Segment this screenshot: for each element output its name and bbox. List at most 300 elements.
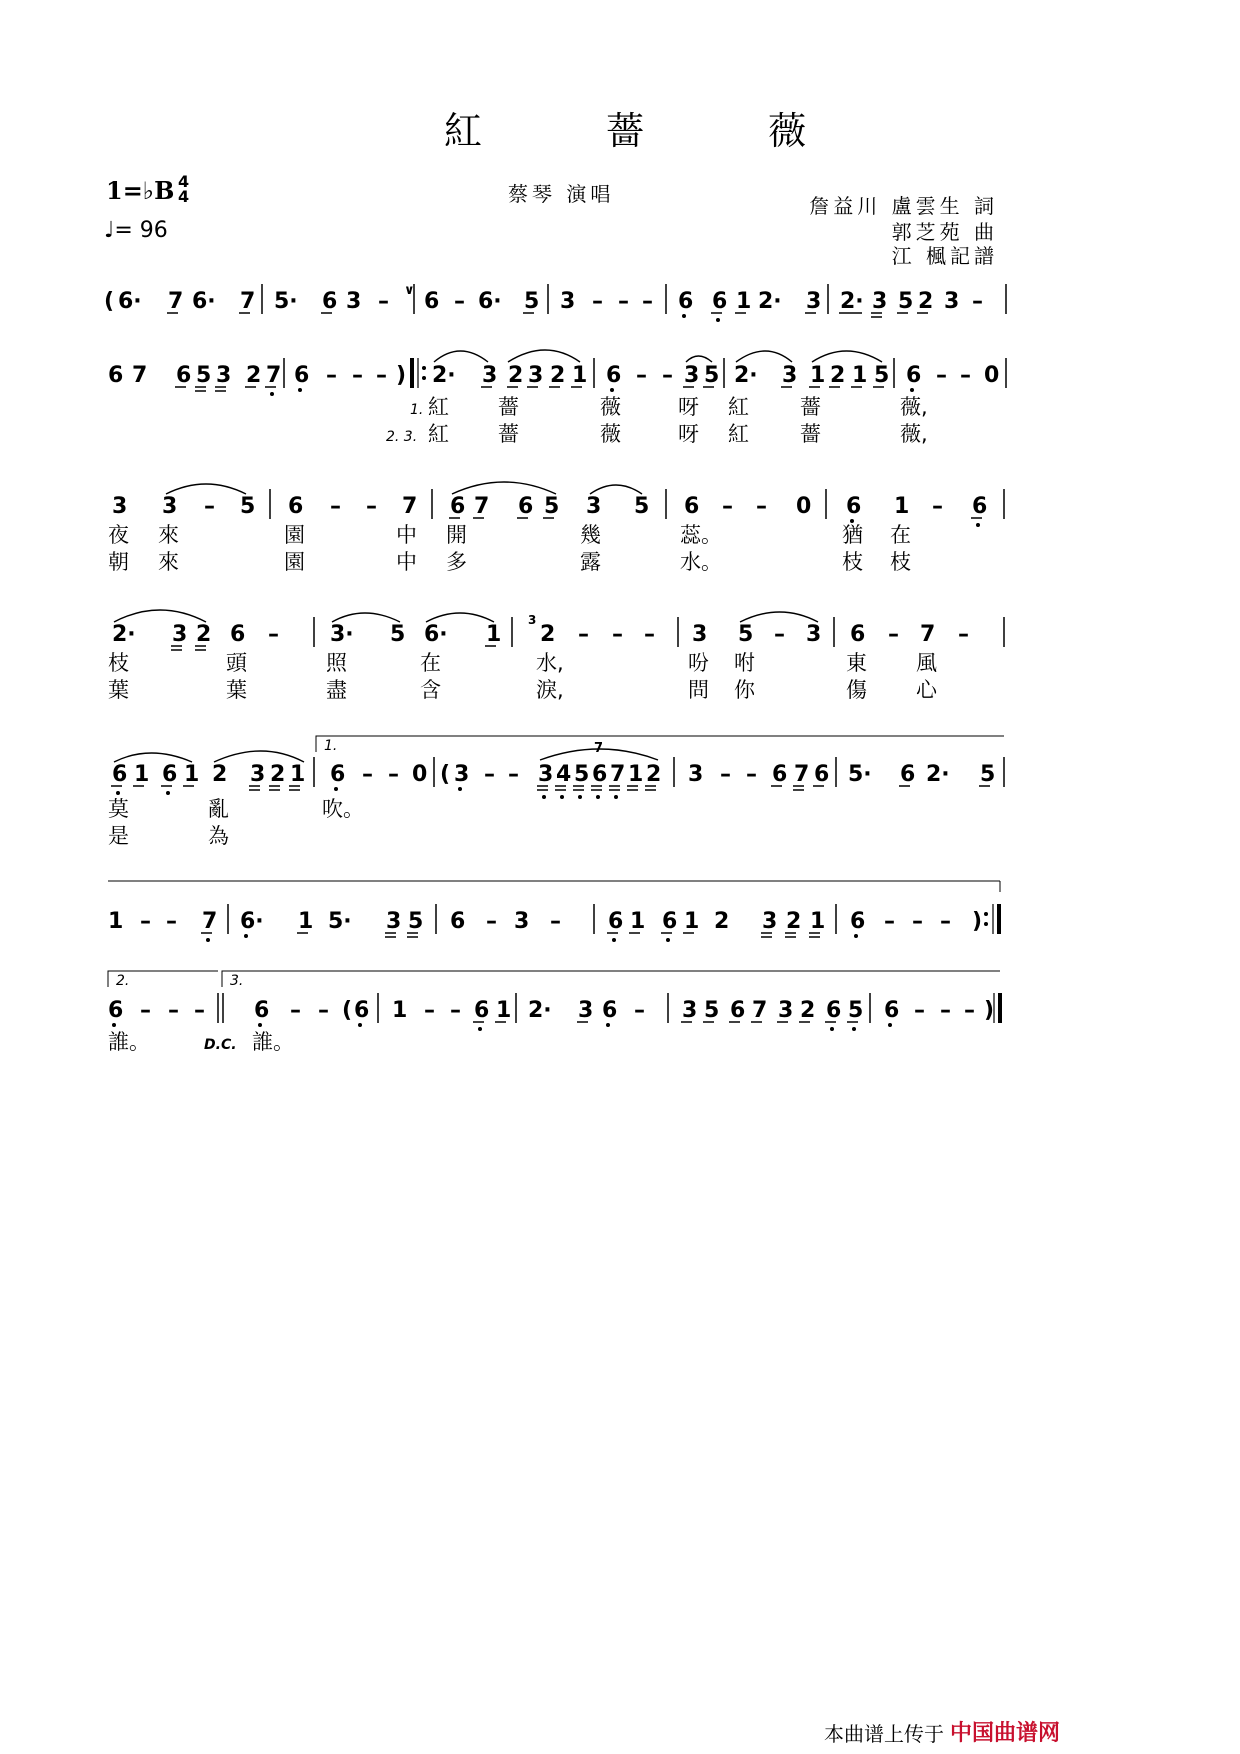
lyric-syllable: 傷 xyxy=(846,678,867,702)
note: 2 xyxy=(646,762,662,787)
note: – xyxy=(486,909,497,934)
octave-dot xyxy=(244,934,248,938)
note: 2 xyxy=(786,909,802,934)
lyric-syllable: 開 xyxy=(446,523,467,547)
note: 3 xyxy=(346,289,362,314)
note: – xyxy=(194,998,205,1023)
note: – xyxy=(454,289,465,314)
note: – xyxy=(756,494,767,519)
note: – xyxy=(746,762,757,787)
note: 5 xyxy=(898,289,914,314)
lyric-syllable: 莫 xyxy=(108,797,129,821)
volta-label: 1. xyxy=(324,738,338,754)
note: 6 xyxy=(846,494,862,519)
note: 1 xyxy=(894,494,910,519)
transcriber-credit: 江 楓記譜 xyxy=(891,244,998,268)
slur xyxy=(736,351,792,362)
octave-dot xyxy=(298,388,302,392)
note: – xyxy=(774,622,785,647)
note: 6 xyxy=(662,909,678,934)
note: 5 xyxy=(738,622,754,647)
note: 6 xyxy=(354,998,370,1023)
note: 3 xyxy=(112,494,128,519)
lyric-syllable: 咐 xyxy=(734,651,755,675)
octave-dot xyxy=(112,1023,116,1027)
octave-dot xyxy=(542,795,546,799)
note: 7 xyxy=(794,762,810,787)
octave-dot xyxy=(578,795,582,799)
note: – xyxy=(662,363,673,388)
note: 1 xyxy=(810,363,826,388)
note: ) xyxy=(396,363,407,388)
note: 6 xyxy=(850,622,866,647)
slur xyxy=(434,351,488,362)
octave-dot xyxy=(666,938,670,942)
note: 3 xyxy=(782,363,798,388)
lyric-syllable: 照 xyxy=(326,651,347,675)
lyric-syllable: 問 xyxy=(688,678,709,702)
note: 6· xyxy=(118,289,142,314)
note: 1 xyxy=(134,762,150,787)
octave-dot xyxy=(116,791,120,795)
note: 2 xyxy=(540,622,556,647)
note: 6 xyxy=(826,998,842,1023)
octave-dot xyxy=(716,318,720,322)
note: 3 xyxy=(386,909,402,934)
lyric-syllable: 朝 xyxy=(108,550,129,574)
octave-dot xyxy=(458,787,462,791)
octave-dot xyxy=(560,795,564,799)
note: 4 xyxy=(556,762,572,787)
lyric-syllable: 薇, xyxy=(900,395,928,419)
note: 5 xyxy=(524,289,540,314)
note: 5 xyxy=(634,494,650,519)
note: 1 xyxy=(684,909,700,934)
note: 6 xyxy=(322,289,338,314)
note: 7 xyxy=(474,494,490,519)
note: 1 xyxy=(810,909,826,934)
note: 6 xyxy=(712,289,728,314)
note: 6 xyxy=(176,363,192,388)
note: 3 xyxy=(762,909,778,934)
note: 7 xyxy=(202,909,218,934)
note: 3 xyxy=(162,494,178,519)
note: 6 xyxy=(606,363,622,388)
note: – xyxy=(550,909,561,934)
lyric-syllable: 誰。 xyxy=(252,1030,294,1054)
note: 5 xyxy=(544,494,560,519)
note: – xyxy=(958,622,969,647)
octave-dot xyxy=(596,795,600,799)
note: – xyxy=(166,909,177,934)
note: 6 xyxy=(608,909,624,934)
note: – xyxy=(326,363,337,388)
note: – xyxy=(914,998,925,1023)
note: – xyxy=(618,289,629,314)
note: 6 xyxy=(330,762,346,787)
note: 3 xyxy=(528,363,544,388)
note: – xyxy=(642,289,653,314)
note: 7 xyxy=(752,998,768,1023)
note: 3 xyxy=(216,363,232,388)
lyric-syllable: 頭 xyxy=(226,651,247,675)
octave-dot xyxy=(206,938,210,942)
slur xyxy=(590,485,642,494)
note: 2· xyxy=(432,363,456,388)
note: – xyxy=(884,909,895,934)
note: – xyxy=(424,998,435,1023)
note: 6· xyxy=(192,289,216,314)
volta-label: 2. xyxy=(116,973,130,989)
octave-dot xyxy=(166,791,170,795)
note: – xyxy=(388,762,399,787)
note: 6 xyxy=(850,909,866,934)
note: 6 xyxy=(972,494,988,519)
note: 6 xyxy=(592,762,608,787)
note: 5 xyxy=(240,494,256,519)
octave-dot xyxy=(976,523,980,527)
lyric-syllable: 紅 xyxy=(728,395,749,419)
lyric-syllable: 中 xyxy=(396,550,417,574)
footer-text: 本曲谱上传于 xyxy=(824,1722,944,1746)
note: 6 xyxy=(678,289,694,314)
note: – xyxy=(318,998,329,1023)
lyric-syllable: 中 xyxy=(396,523,417,547)
note: 2 xyxy=(508,363,524,388)
note: – xyxy=(140,998,151,1023)
note: 2 xyxy=(270,762,286,787)
slur xyxy=(114,610,206,622)
octave-dot xyxy=(910,388,914,392)
note: – xyxy=(722,494,733,519)
note: 1 xyxy=(184,762,200,787)
lyric-syllable: 呀 xyxy=(678,395,699,419)
note: 0 xyxy=(412,762,428,787)
note: – xyxy=(636,363,647,388)
note: 1 xyxy=(630,909,646,934)
note: 5· xyxy=(274,289,298,314)
note: 5 xyxy=(704,363,720,388)
volta-bracket xyxy=(222,971,1000,987)
slur xyxy=(166,484,246,494)
lyric-syllable: 枝 xyxy=(108,651,129,675)
time-denominator: 4 xyxy=(178,187,190,206)
note: 6 xyxy=(772,762,788,787)
note: 2 xyxy=(246,363,262,388)
verse-number: 1. xyxy=(410,402,424,418)
lyric-syllable: 在 xyxy=(890,523,911,547)
lyric-syllable: 呀 xyxy=(678,422,699,446)
lyric-syllable: 幾 xyxy=(580,523,601,547)
note: 3 xyxy=(514,909,530,934)
note: 1 xyxy=(108,909,124,934)
lyric-syllable: 風 xyxy=(916,651,937,675)
note: 5· xyxy=(328,909,352,934)
slur xyxy=(332,613,400,622)
octave-dot xyxy=(334,787,338,791)
note: 3 xyxy=(586,494,602,519)
note: 3 xyxy=(684,363,700,388)
composer-credit: 郭芝苑 曲 xyxy=(891,220,998,244)
note: 1 xyxy=(736,289,752,314)
note: 3· xyxy=(330,622,354,647)
note: 7 xyxy=(132,363,148,388)
note: 3 xyxy=(578,998,594,1023)
note: – xyxy=(362,762,373,787)
slur xyxy=(740,612,818,622)
note: 1 xyxy=(572,363,588,388)
note: 5 xyxy=(574,762,590,787)
octave-dot xyxy=(854,934,858,938)
note: 7 xyxy=(266,363,282,388)
lyric-syllable: 誰。 xyxy=(108,1030,150,1054)
lyric-syllable: 薇 xyxy=(600,395,621,419)
note: – xyxy=(592,289,603,314)
octave-dot xyxy=(606,1023,610,1027)
lyric-syllable: 露 xyxy=(580,550,601,574)
octave-dot xyxy=(612,938,616,942)
lyric-syllable: 葉 xyxy=(108,678,129,702)
note: – xyxy=(964,998,975,1023)
note: – xyxy=(612,622,623,647)
note: – xyxy=(140,909,151,934)
note: 2 xyxy=(918,289,934,314)
note: 3 xyxy=(538,762,554,787)
note: 7 xyxy=(402,494,418,519)
note: 2· xyxy=(840,289,864,314)
note: 6 xyxy=(474,998,490,1023)
note: 6 xyxy=(684,494,700,519)
lyric-syllable: 為 xyxy=(208,824,229,848)
slur xyxy=(812,351,882,362)
note: 3 xyxy=(250,762,266,787)
note: 6 xyxy=(450,909,466,934)
note: 6· xyxy=(424,622,448,647)
note: 6 xyxy=(108,363,124,388)
site-logo[interactable]: 中国曲谱网 xyxy=(950,1721,1061,1746)
note: – xyxy=(484,762,495,787)
note: 5 xyxy=(408,909,424,934)
note: 6 xyxy=(254,998,270,1023)
lyric-syllable: 水, xyxy=(536,651,564,675)
lyric-syllable: 薔 xyxy=(498,422,519,446)
lyric-syllable: 淚, xyxy=(536,678,564,702)
note: 3 xyxy=(454,762,470,787)
volta-label: 3. xyxy=(230,973,244,989)
note: – xyxy=(940,909,951,934)
lyric-syllable: 園 xyxy=(284,550,305,574)
lyric-syllable: 是 xyxy=(108,824,129,848)
lyric-syllable: 來 xyxy=(158,523,179,547)
note: 2 xyxy=(830,363,846,388)
lyric-syllable: 來 xyxy=(158,550,179,574)
note: 6 xyxy=(294,363,310,388)
note: 1 xyxy=(852,363,868,388)
note: – xyxy=(450,998,461,1023)
lyric-syllable: 薇, xyxy=(900,422,928,446)
note: 7 xyxy=(920,622,936,647)
lyric-syllable: 亂 xyxy=(208,797,229,821)
key-signature: 1=♭B xyxy=(106,176,175,205)
lyric-syllable: 園 xyxy=(284,523,305,547)
octave-dot xyxy=(258,1023,262,1027)
note: – xyxy=(330,494,341,519)
note: 2· xyxy=(758,289,782,314)
note: 1 xyxy=(290,762,306,787)
note: 0 xyxy=(984,363,1000,388)
note: 2· xyxy=(734,363,758,388)
note: 6 xyxy=(288,494,304,519)
note: 6 xyxy=(900,762,916,787)
slur xyxy=(452,482,556,494)
note: – xyxy=(204,494,215,519)
octave-dot xyxy=(682,314,686,318)
note: 5 xyxy=(704,998,720,1023)
note: 6 xyxy=(906,363,922,388)
note: ) xyxy=(984,998,995,1023)
note: 1 xyxy=(496,998,512,1023)
octave-dot xyxy=(852,1027,856,1031)
note: 3 xyxy=(872,289,888,314)
grace-note: 3 xyxy=(528,613,537,627)
note: ) xyxy=(972,909,983,934)
note: 7 xyxy=(610,762,626,787)
repeat-dot xyxy=(422,366,426,370)
song-title: 紅 薔 薇 xyxy=(444,109,863,153)
repeat-dot xyxy=(422,376,426,380)
note: – xyxy=(912,909,923,934)
octave-dot xyxy=(614,795,618,799)
breath-mark: ∨ xyxy=(404,283,415,298)
note: 3 xyxy=(682,998,698,1023)
note: – xyxy=(168,998,179,1023)
verse-number: 2. 3. xyxy=(386,429,418,445)
lyric-syllable: 吩 xyxy=(688,651,709,675)
note: – xyxy=(960,363,971,388)
lyric-syllable: 蕊。 xyxy=(680,523,722,547)
note: 2· xyxy=(528,998,552,1023)
tempo-marking: ♩= 96 xyxy=(104,218,168,243)
note: 1 xyxy=(298,909,314,934)
octave-dot xyxy=(830,1027,834,1031)
note: 6 xyxy=(108,998,124,1023)
note: 2· xyxy=(112,622,136,647)
lyric-syllable: 多 xyxy=(446,550,467,574)
note: 1 xyxy=(392,998,408,1023)
note: 6 xyxy=(450,494,466,519)
lyric-syllable: 紅 xyxy=(428,422,449,446)
slur xyxy=(214,751,304,762)
octave-dot xyxy=(270,392,274,396)
note: ( xyxy=(440,762,451,787)
note: 2· xyxy=(926,762,950,787)
lyric-syllable: 夜 xyxy=(108,523,129,547)
note: – xyxy=(508,762,519,787)
note: 3 xyxy=(172,622,188,647)
note: – xyxy=(720,762,731,787)
note: 6 xyxy=(814,762,830,787)
note: 3 xyxy=(692,622,708,647)
lyric-syllable: 薇 xyxy=(600,422,621,446)
note: 5 xyxy=(874,363,890,388)
time-numerator: 4 xyxy=(178,172,190,191)
note: 2 xyxy=(196,622,212,647)
lyric-syllable: 紅 xyxy=(428,395,449,419)
dc-marking: D.C. xyxy=(204,1037,237,1053)
note: – xyxy=(888,622,899,647)
note: 2 xyxy=(800,998,816,1023)
note: 1 xyxy=(628,762,644,787)
note: 6· xyxy=(240,909,264,934)
note: 3 xyxy=(560,289,576,314)
note: 3 xyxy=(482,363,498,388)
lyric-syllable: 心 xyxy=(916,678,937,702)
lyric-syllable: 你 xyxy=(734,678,755,702)
slur xyxy=(508,350,580,362)
octave-dot xyxy=(888,1023,892,1027)
note: – xyxy=(634,998,645,1023)
note: 2 xyxy=(550,363,566,388)
lyric-syllable: 東 xyxy=(846,651,867,675)
note: 2 xyxy=(212,762,228,787)
note: 5 xyxy=(848,998,864,1023)
note: – xyxy=(972,289,983,314)
lyric-syllable: 在 xyxy=(420,651,441,675)
volta-bracket xyxy=(316,736,1004,752)
slur xyxy=(114,753,192,762)
lyric-syllable: 葉 xyxy=(226,678,247,702)
repeat-dot xyxy=(984,912,988,916)
repeat-dot xyxy=(984,922,988,926)
note: – xyxy=(376,363,387,388)
lyric-syllable: 薔 xyxy=(800,422,821,446)
singer-credit: 蔡琴 演唱 xyxy=(508,182,615,206)
septuplet-mark: 7 xyxy=(594,741,604,756)
note: 6 xyxy=(162,762,178,787)
lyric-syllable: 盡 xyxy=(326,678,347,702)
note: – xyxy=(378,289,389,314)
note: 7 xyxy=(240,289,256,314)
note: 5 xyxy=(980,762,996,787)
lyric-syllable: 枝 xyxy=(890,550,911,574)
note: 6 xyxy=(230,622,246,647)
note: 5· xyxy=(848,762,872,787)
lyric-syllable: 含 xyxy=(420,678,441,702)
lyric-syllable: 水。 xyxy=(680,550,722,574)
note: 6 xyxy=(730,998,746,1023)
note: 5 xyxy=(196,363,212,388)
note: ( xyxy=(104,289,115,314)
note: – xyxy=(578,622,589,647)
note: – xyxy=(644,622,655,647)
note: – xyxy=(936,363,947,388)
note: 6 xyxy=(884,998,900,1023)
note: 0 xyxy=(796,494,812,519)
octave-dot xyxy=(358,1023,362,1027)
note: 2 xyxy=(714,909,730,934)
note: 7 xyxy=(168,289,184,314)
slur xyxy=(686,356,712,362)
note: ( xyxy=(342,998,353,1023)
note: 6 xyxy=(424,289,440,314)
lyric-syllable: 薔 xyxy=(498,395,519,419)
note: 3 xyxy=(778,998,794,1023)
note: 3 xyxy=(806,622,822,647)
note: 6 xyxy=(602,998,618,1023)
note: 6 xyxy=(112,762,128,787)
octave-dot xyxy=(610,388,614,392)
lyric-syllable: 猶 xyxy=(842,523,863,547)
